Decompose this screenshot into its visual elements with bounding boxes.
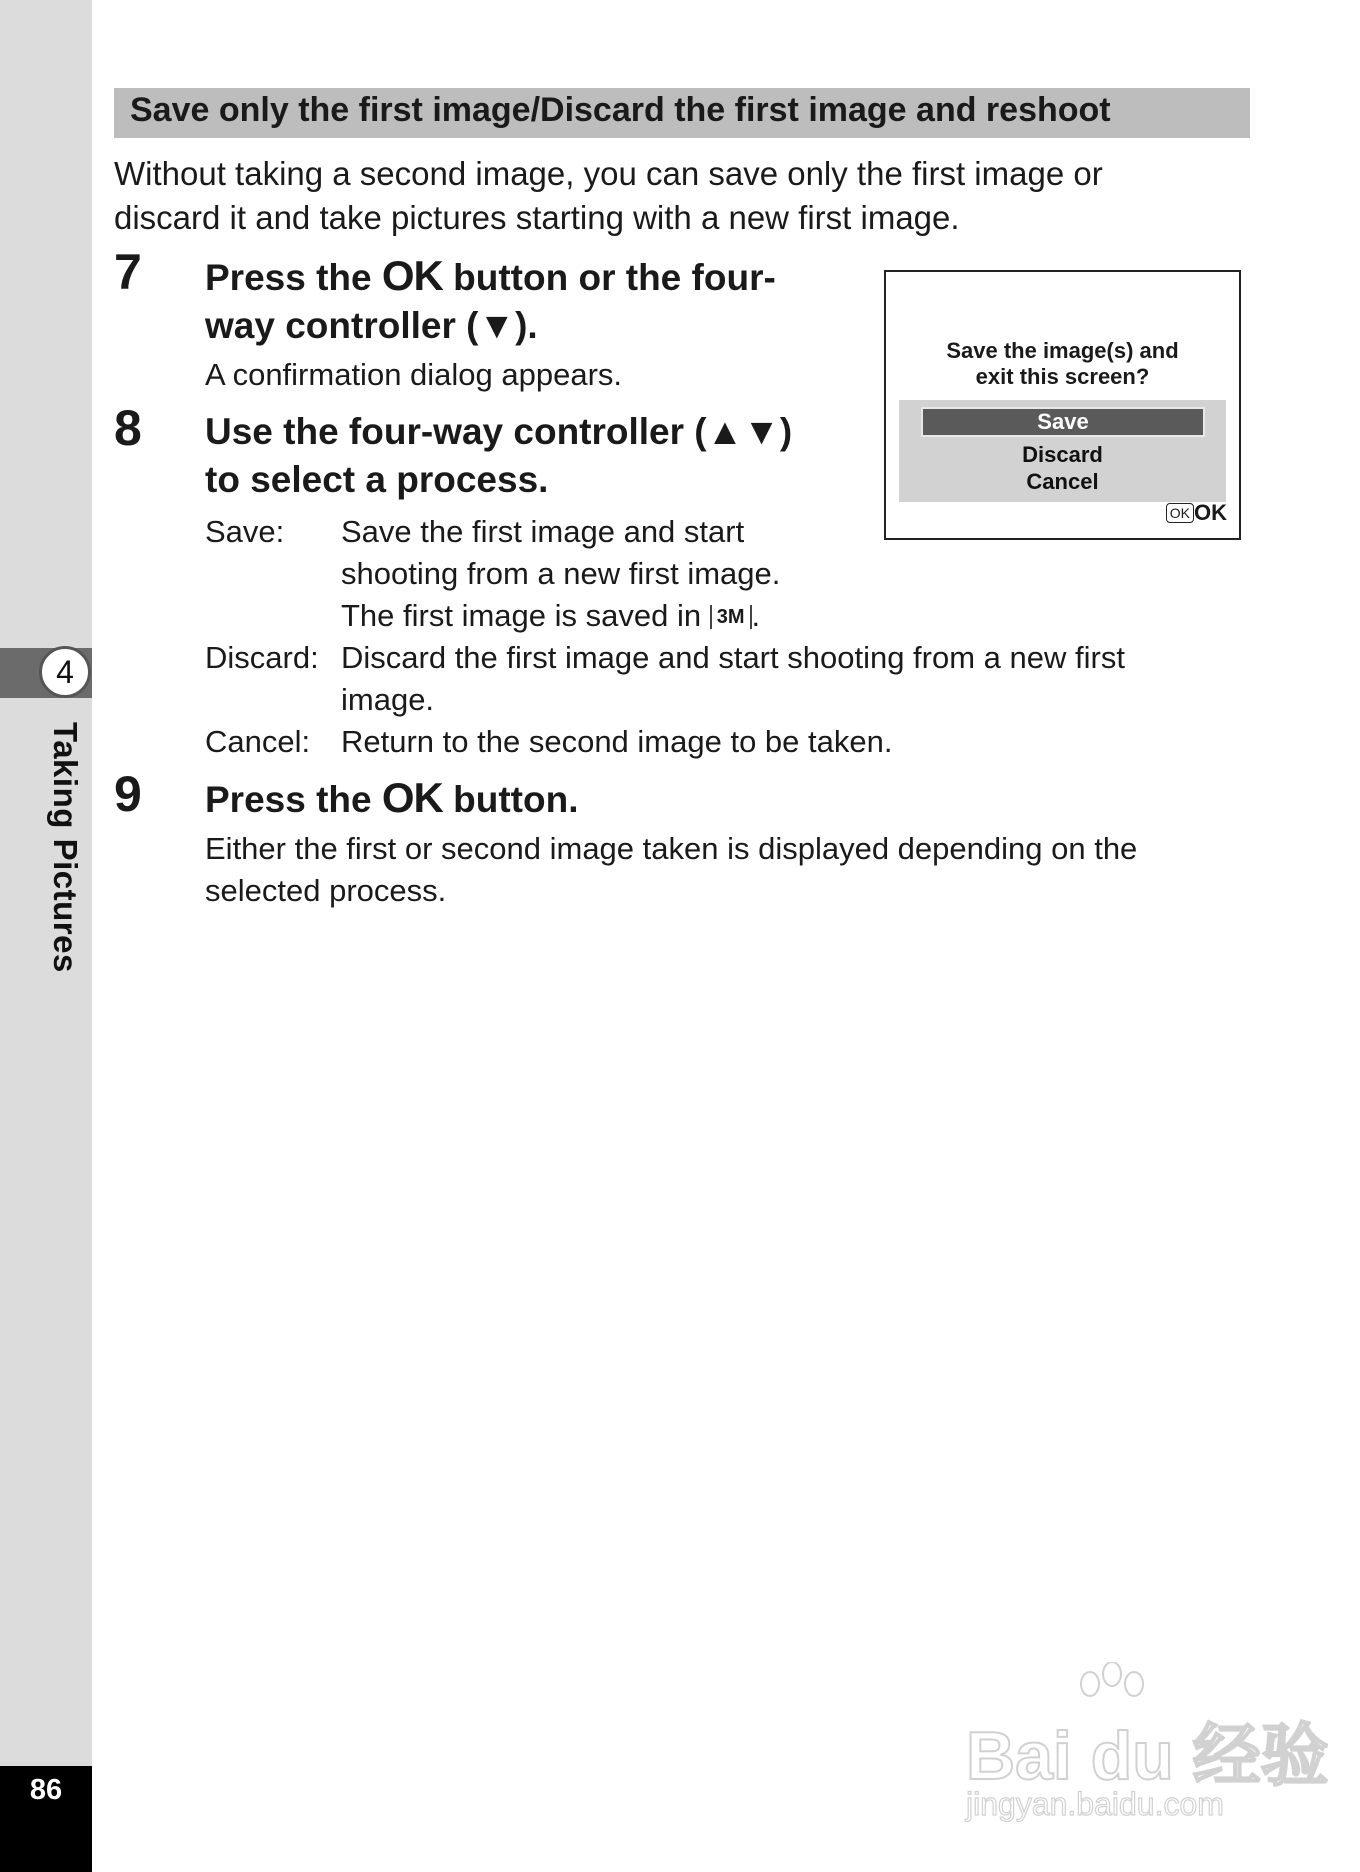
ok-button-glyph: OK [381,774,443,821]
step-7-body: A confirmation dialog appears. [205,357,623,392]
step-8-number: 8 [114,400,142,456]
step-9-body-line: Either the first or second image taken is displayed depending on the [205,831,1138,866]
step-7-title-text: Press the [205,257,382,298]
step-7-title-text: button or the four- [442,257,776,298]
option-save-line-text: The first image is saved in [341,598,710,633]
intro-line: Without taking a second image, you can save only the first image or [114,155,1103,192]
section-heading: Save only the first image/Discard the first image and reshoot [130,91,1111,129]
step-8-title-line: to select a process. [205,459,549,500]
option-discard-line: image. [341,682,435,717]
dialog-question-line: exit this screen? [975,364,1150,389]
step-8-title-line: Use the four-way controller (▲▼) [205,411,793,452]
step-7-number: 7 [114,244,142,300]
chapter-number: 4 [39,646,91,698]
option-cancel-line: Return to the second image to be taken. [341,724,893,759]
dialog-question [886,338,1239,390]
dialog-ok-hint [1166,500,1227,526]
step-9-title-text: Press the [205,779,382,820]
watermark-brand: Bai du 经验 [966,1718,1329,1794]
intro-line: discard it and take pictures starting with a new first image. [114,199,960,236]
step-9-number: 9 [114,766,142,822]
dialog-menu-cancel: Cancel [1026,469,1099,494]
step-7-title [205,252,776,350]
step-9-title-text: button. [442,779,579,820]
option-discard-line: Discard the first image and start shooting from a new first [341,640,1125,675]
dialog-question-line: Save the image(s) and [946,338,1179,363]
option-discard-term: Discard: [205,640,319,675]
option-save-suffix: . [751,598,761,633]
step-9-body [205,828,1245,912]
camera-dialog-illustration [884,270,1241,540]
option-save-line [341,595,1241,637]
dialog-menu [899,400,1226,502]
page-number: 86 [29,1774,63,1806]
section-intro [114,152,1244,240]
option-cancel-desc [341,721,1241,763]
step-7-title-line: way controller (▼). [205,305,538,346]
built-in-memory-icon: 3M [710,605,752,629]
dialog-menu-discard: Discard [1022,442,1103,467]
dialog-menu-save: Save [921,407,1205,437]
option-save-line: Save the first image and start [341,514,745,549]
dialog-ok-label: OK [1194,500,1227,525]
option-save-term: Save: [205,514,285,549]
option-discard-desc [341,637,1241,721]
step-7-title-line [205,252,776,302]
ok-key-icon: OK [1166,503,1194,523]
step-9-title [205,774,578,824]
option-save-line: shooting from a new first image. [341,556,781,591]
step-9-body-line: selected process. [205,873,447,908]
step-8-title [205,408,792,504]
watermark-url: jingyan.baidu.com [966,1786,1224,1822]
option-cancel-term: Cancel: [205,724,311,759]
chapter-title: Taking Pictures [47,722,84,973]
ok-button-glyph: OK [381,252,443,299]
baidu-watermark [960,1662,1329,1832]
